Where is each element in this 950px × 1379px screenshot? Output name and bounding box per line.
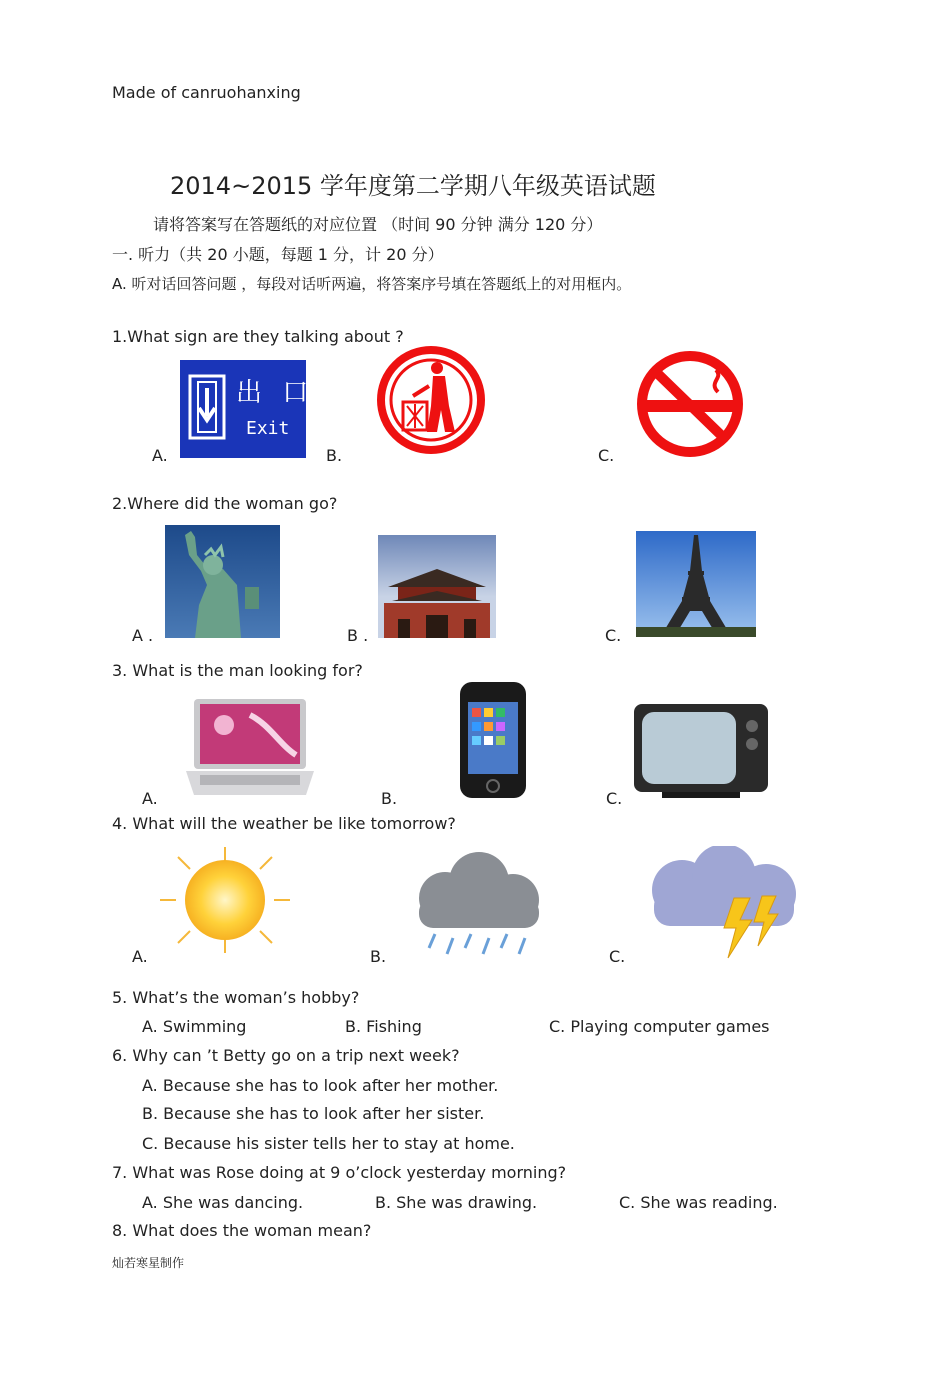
exit-sign-image [180,360,315,458]
part-a-instructions: A. 听对话回答问题 ，每段对话听两遍，将答案序号填在答题纸上的对用框内。 [112,275,632,293]
q5-option-b: B. Fishing [345,1017,422,1036]
question-8: 8. What does the woman mean? [112,1221,372,1240]
exit-sign-cn: 出 口 [236,378,315,408]
q5-option-a: A. Swimming [142,1017,247,1036]
q6-option-c: C. Because his sister tells her to stay at home. [142,1134,515,1153]
footer-note: 灿若寒星制作 [112,1256,185,1270]
exit-sign-en: Exit [246,418,290,439]
question-7: 7. What was Rose doing at 9 o’clock yesterday morning? [112,1163,567,1182]
q4-option-c: C. [609,947,626,966]
q1-option-b: B. [326,446,343,465]
no-smoking-sign-image [620,350,760,458]
q2-option-a: A . [132,626,154,645]
mobile-phone-image [458,680,528,800]
rain-cloud-image [405,848,550,963]
q5-option-c: C. Playing computer games [549,1017,770,1036]
forbidden-city-image [378,535,496,638]
q3-option-a: A. [142,789,158,808]
q4-option-b: B. [370,947,387,966]
q4-option-a: A. [132,947,148,966]
question-5: 5. What’s the woman’s hobby? [112,988,360,1007]
question-6: 6. Why can ’t Betty go on a trip next week? [112,1046,460,1065]
instructions: 请将答案写在答题纸的对应位置 （时间 90 分钟 满分 120 分） [153,215,603,234]
q7-option-a: A. She was dancing. [142,1193,304,1212]
question-4: 4. What will the weather be like tomorrow? [112,814,456,833]
sun-image [150,845,300,955]
q3-option-b: B. [381,789,398,808]
q2-option-c: C. [605,626,622,645]
section-heading: 一. 听力（共 20 小题，每题 1 分，计 20 分） [112,245,444,264]
question-3: 3. What is the man looking for? [112,661,363,680]
eiffel-tower-image [636,531,756,637]
question-1: 1.What sign are they talking about ? [112,327,404,346]
question-2: 2.Where did the woman go? [112,494,338,513]
q3-option-c: C. [606,789,623,808]
no-litter-sign-image [373,346,501,456]
q7-option-c: C. She was reading. [619,1193,778,1212]
laptop-image [180,695,320,800]
page-title: 2014~2015 学年度第二学期八年级英语试题 [170,172,656,200]
q6-option-b: B. Because she has to look after her sister. [142,1104,485,1123]
q2-option-b: B . [347,626,369,645]
q1-option-c: C. [598,446,615,465]
q7-option-b: B. She was drawing. [375,1193,538,1212]
thunderstorm-image [642,846,802,964]
q6-option-a: A. Because she has to look after her mother. [142,1076,499,1095]
statue-of-liberty-image [165,525,280,638]
television-image [632,702,770,800]
header-note: Made of canruohanxing [112,83,301,102]
q1-option-a: A. [152,446,168,465]
